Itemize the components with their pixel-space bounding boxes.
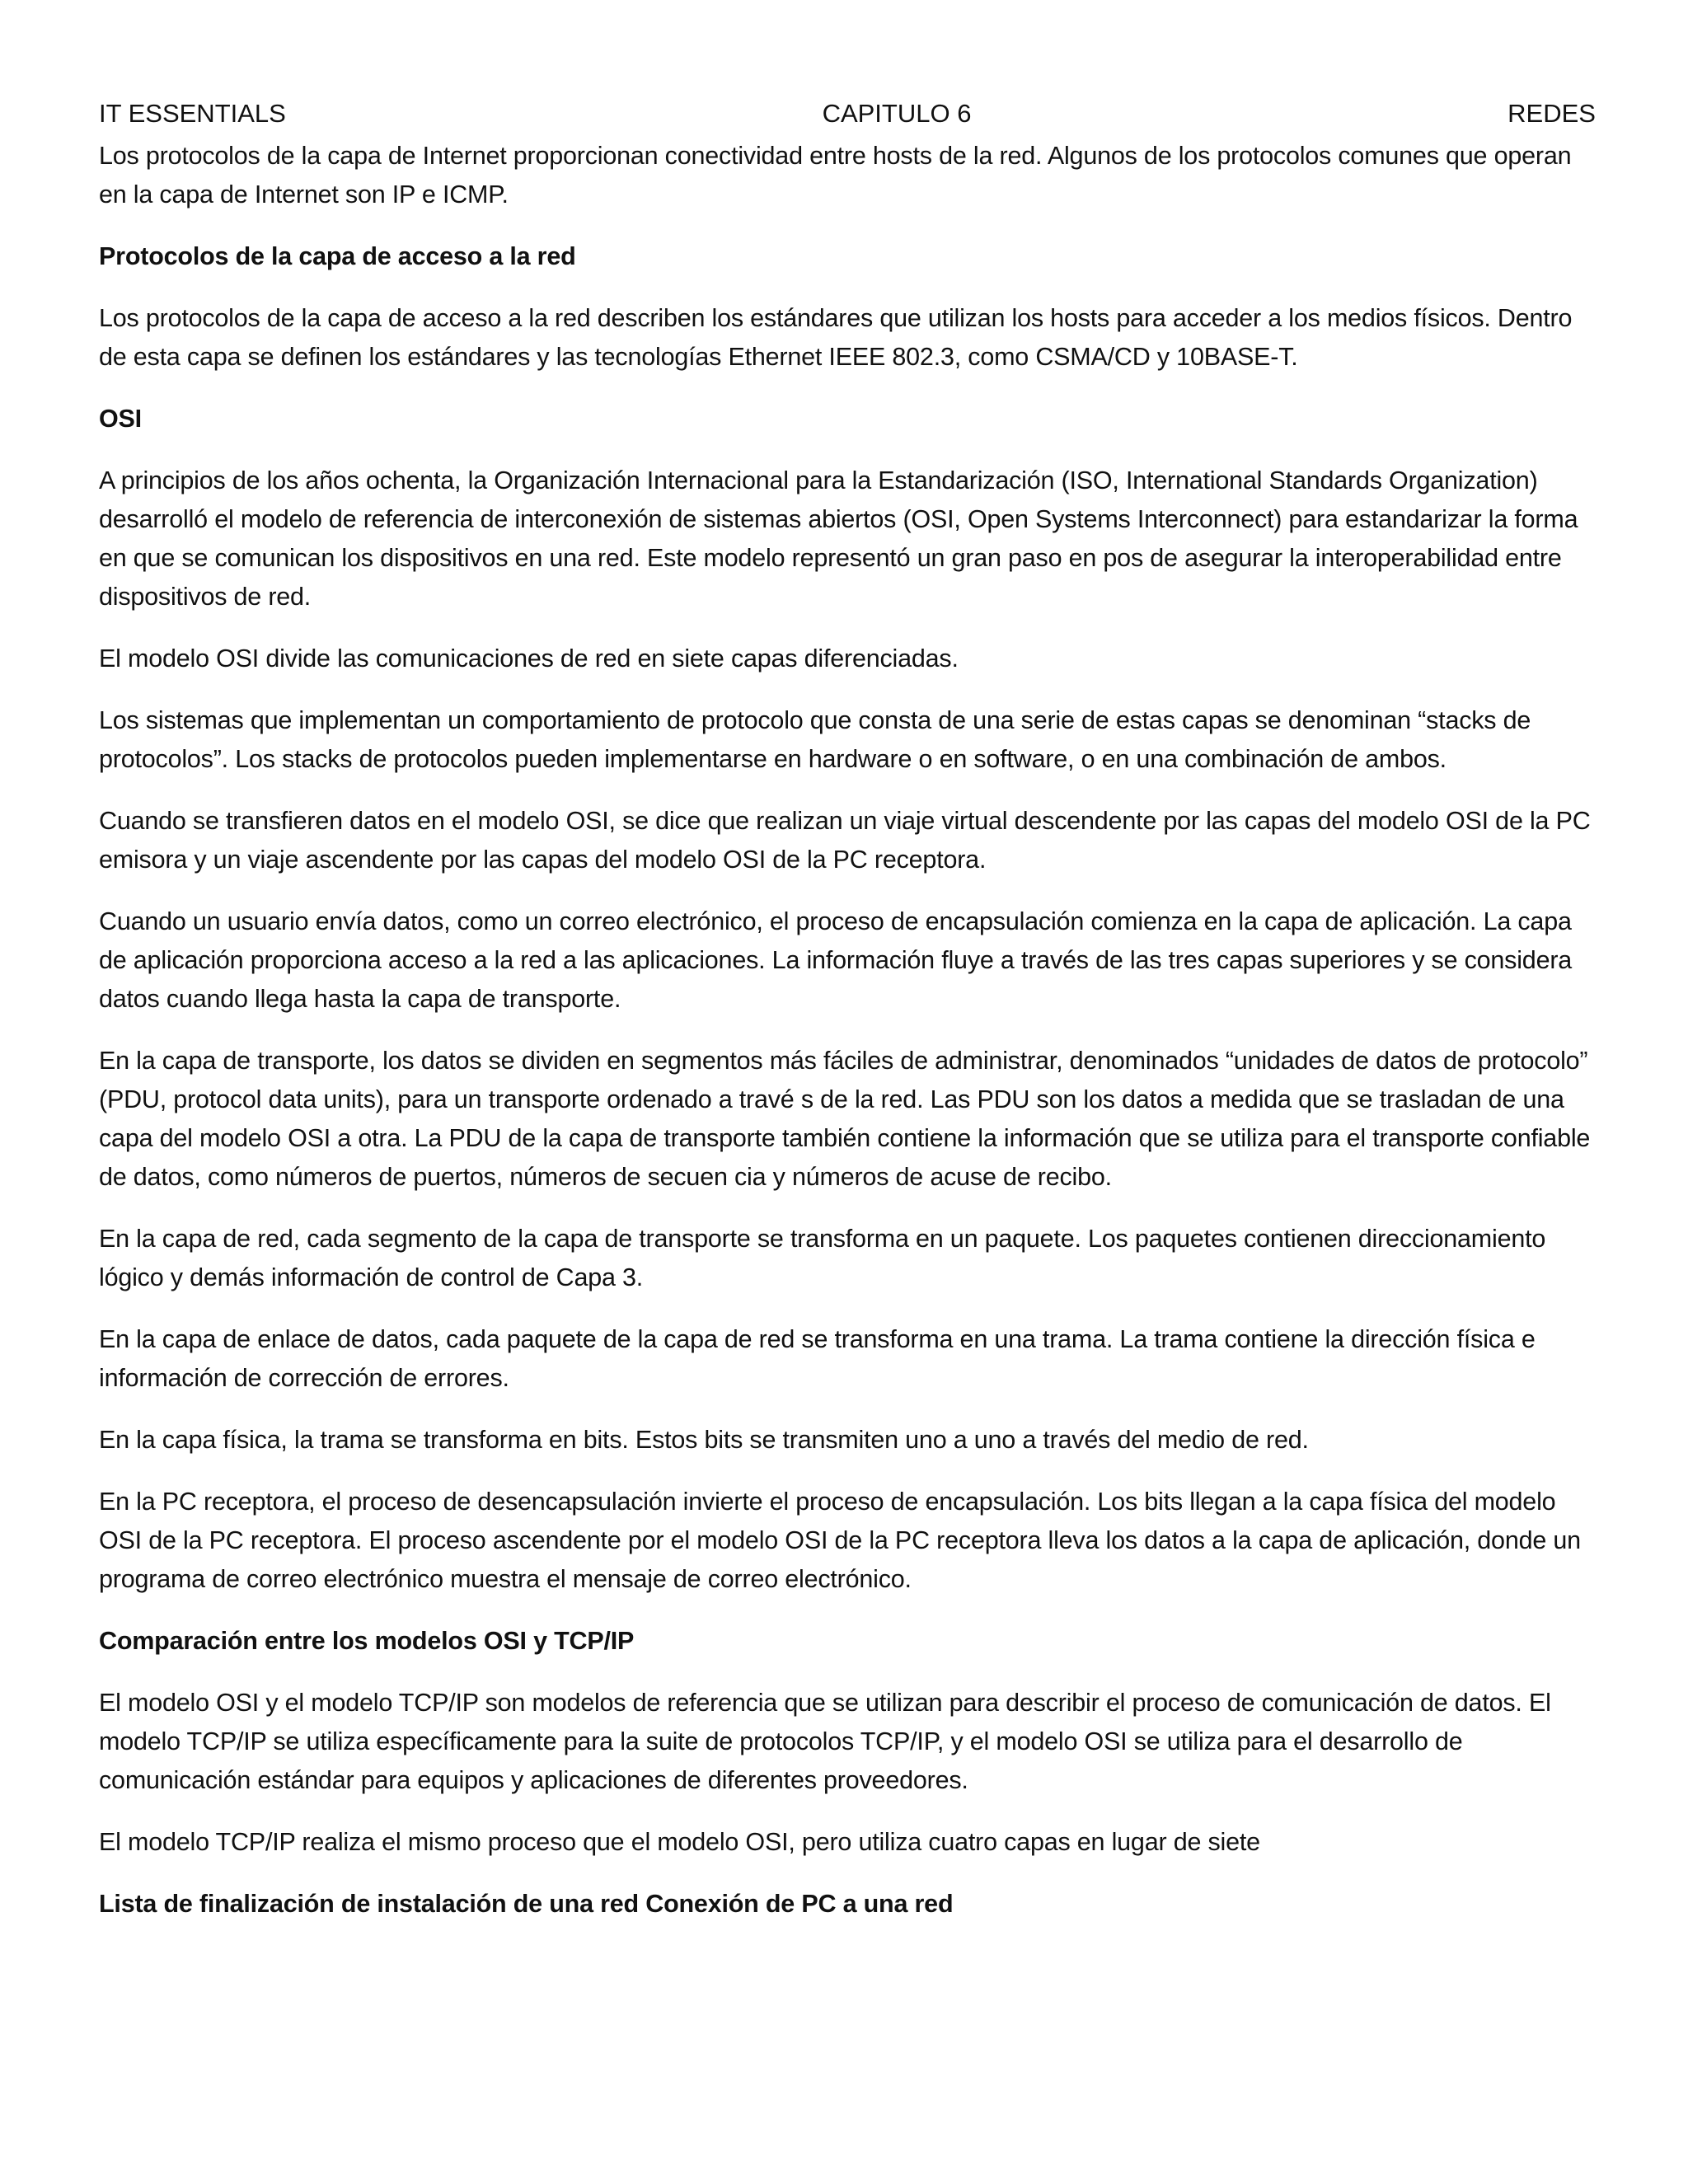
- heading-network-access: Protocolos de la capa de acceso a la red: [99, 242, 576, 270]
- paragraph-datalink-layer: En la capa de enlace de datos, cada paquete de la capa de red se transforma en una trama. La trama contiene la dirección física e información de corrección de errores.: [99, 1325, 1536, 1392]
- heading-network-checklist: Lista de finalización de instalación de una red Conexión de PC a una red: [99, 1890, 954, 1918]
- paragraph-physical-layer: En la capa física, la trama se transforma en bits. Estos bits se transmiten uno a uno a través del medio de red.: [99, 1426, 1309, 1454]
- header-right-topic: REDES: [1507, 99, 1596, 128]
- paragraph-transport-layer: En la capa de transporte, los datos se dividen en segmentos más fáciles de administrar, denominados “unidades de datos de protocolo” (PDU, protocol data units), para un transporte ordenado a travé s de la red. Las PDU son los datos a medida que se trasladan de una capa del modelo OSI a otra. La PDU de la capa de transporte también contiene la información que se utiliza para el transporte confiable de datos, como números de puertos, números de secuen cia y números de acuse de recibo.: [99, 1047, 1591, 1191]
- heading-osi-tcpip-comparison: Comparación entre los modelos OSI y TCP/IP: [99, 1627, 635, 1655]
- paragraph-tcpip-layers: El modelo TCP/IP realiza el mismo proceso que el modelo OSI, pero utiliza cuatro capas en lugar de siete: [99, 1828, 1260, 1856]
- paragraph-receiver-pc: En la PC receptora, el proceso de desencapsulación invierte el proceso de encapsulación. Los bits llegan a la capa física del modelo OSI de la PC receptora. El proceso ascendente por el modelo OSI de la PC receptora lleva los datos a la capa de aplicación, donde un programa de correo electrónico muestra el mensaje de correo electrónico.: [99, 1488, 1581, 1593]
- paragraph-encapsulation: Cuando un usuario envía datos, como un correo electrónico, el proceso de encapsulación comienza en la capa de aplicación. La capa de aplicación proporciona acceso a la red a las aplicaciones. La información fluye a través de las tres capas superiores y se considera datos cuando llega hasta la capa de transporte.: [99, 907, 1573, 1013]
- paragraph-osi-intro: A principios de los años ochenta, la Organización Internacional para la Estandarización (ISO, International Standards Organization) desarrolló el modelo de referencia de interconexión de sistemas abiertos (OSI, Open Systems Interconnect) para estandarizar la forma en que se comunican los dispositivos en una red. Este modelo representó un gran paso en pos de asegurar la interoperabilidad entre dispositivos de red.: [99, 466, 1578, 611]
- paragraph-network-access: Los protocolos de la capa de acceso a la red describen los estándares que utilizan los hosts para acceder a los medios físicos. Dentro de esta capa se definen los estándares y las tecnologías Ethernet IEEE 802.3, como CSMA/CD y 10BASE-T.: [99, 304, 1573, 371]
- header-center-chapter: CAPITULO 6: [822, 99, 972, 128]
- heading-osi: OSI: [99, 405, 142, 433]
- paragraph-protocol-stacks: Los sistemas que implementan un comportamiento de protocolo que consta de una serie de estas capas se denominan “stacks de protocolos”. Los stacks de protocolos pueden implementarse en hardware o en software, o en una combinación de ambos.: [99, 706, 1531, 773]
- paragraph-network-layer: En la capa de red, cada segmento de la capa de transporte se transforma en un paquete. Los paquetes contienen direccionamiento lógico y demás información de control de Capa 3.: [99, 1225, 1546, 1291]
- header-left-course: IT ESSENTIALS: [99, 99, 286, 128]
- paragraph-data-transfer: Cuando se transfieren datos en el modelo OSI, se dice que realizan un viaje virtual descendente por las capas del modelo OSI de la PC emisora y un viaje ascendente por las capas del modelo OSI de la PC receptora.: [99, 807, 1591, 874]
- paragraph-internet-layer: Los protocolos de la capa de Internet proporcionan conectividad entre hosts de la red. Algunos de los protocolos comunes que operan en la capa de Internet son IP e ICMP.: [99, 142, 1572, 209]
- running-header: [99, 99, 1596, 129]
- paragraph-osi-layers: El modelo OSI divide las comunicaciones de red en siete capas diferenciadas.: [99, 644, 959, 673]
- paragraph-comparison: El modelo OSI y el modelo TCP/IP son modelos de referencia que se utilizan para describir el proceso de comunicación de datos. El modelo TCP/IP se utiliza específicamente para la suite de protocolos TCP/IP, y el modelo OSI se utiliza para el desarrollo de comunicación estándar para equipos y aplicaciones de diferentes proveedores.: [99, 1689, 1551, 1794]
- document-body: [99, 137, 1596, 1924]
